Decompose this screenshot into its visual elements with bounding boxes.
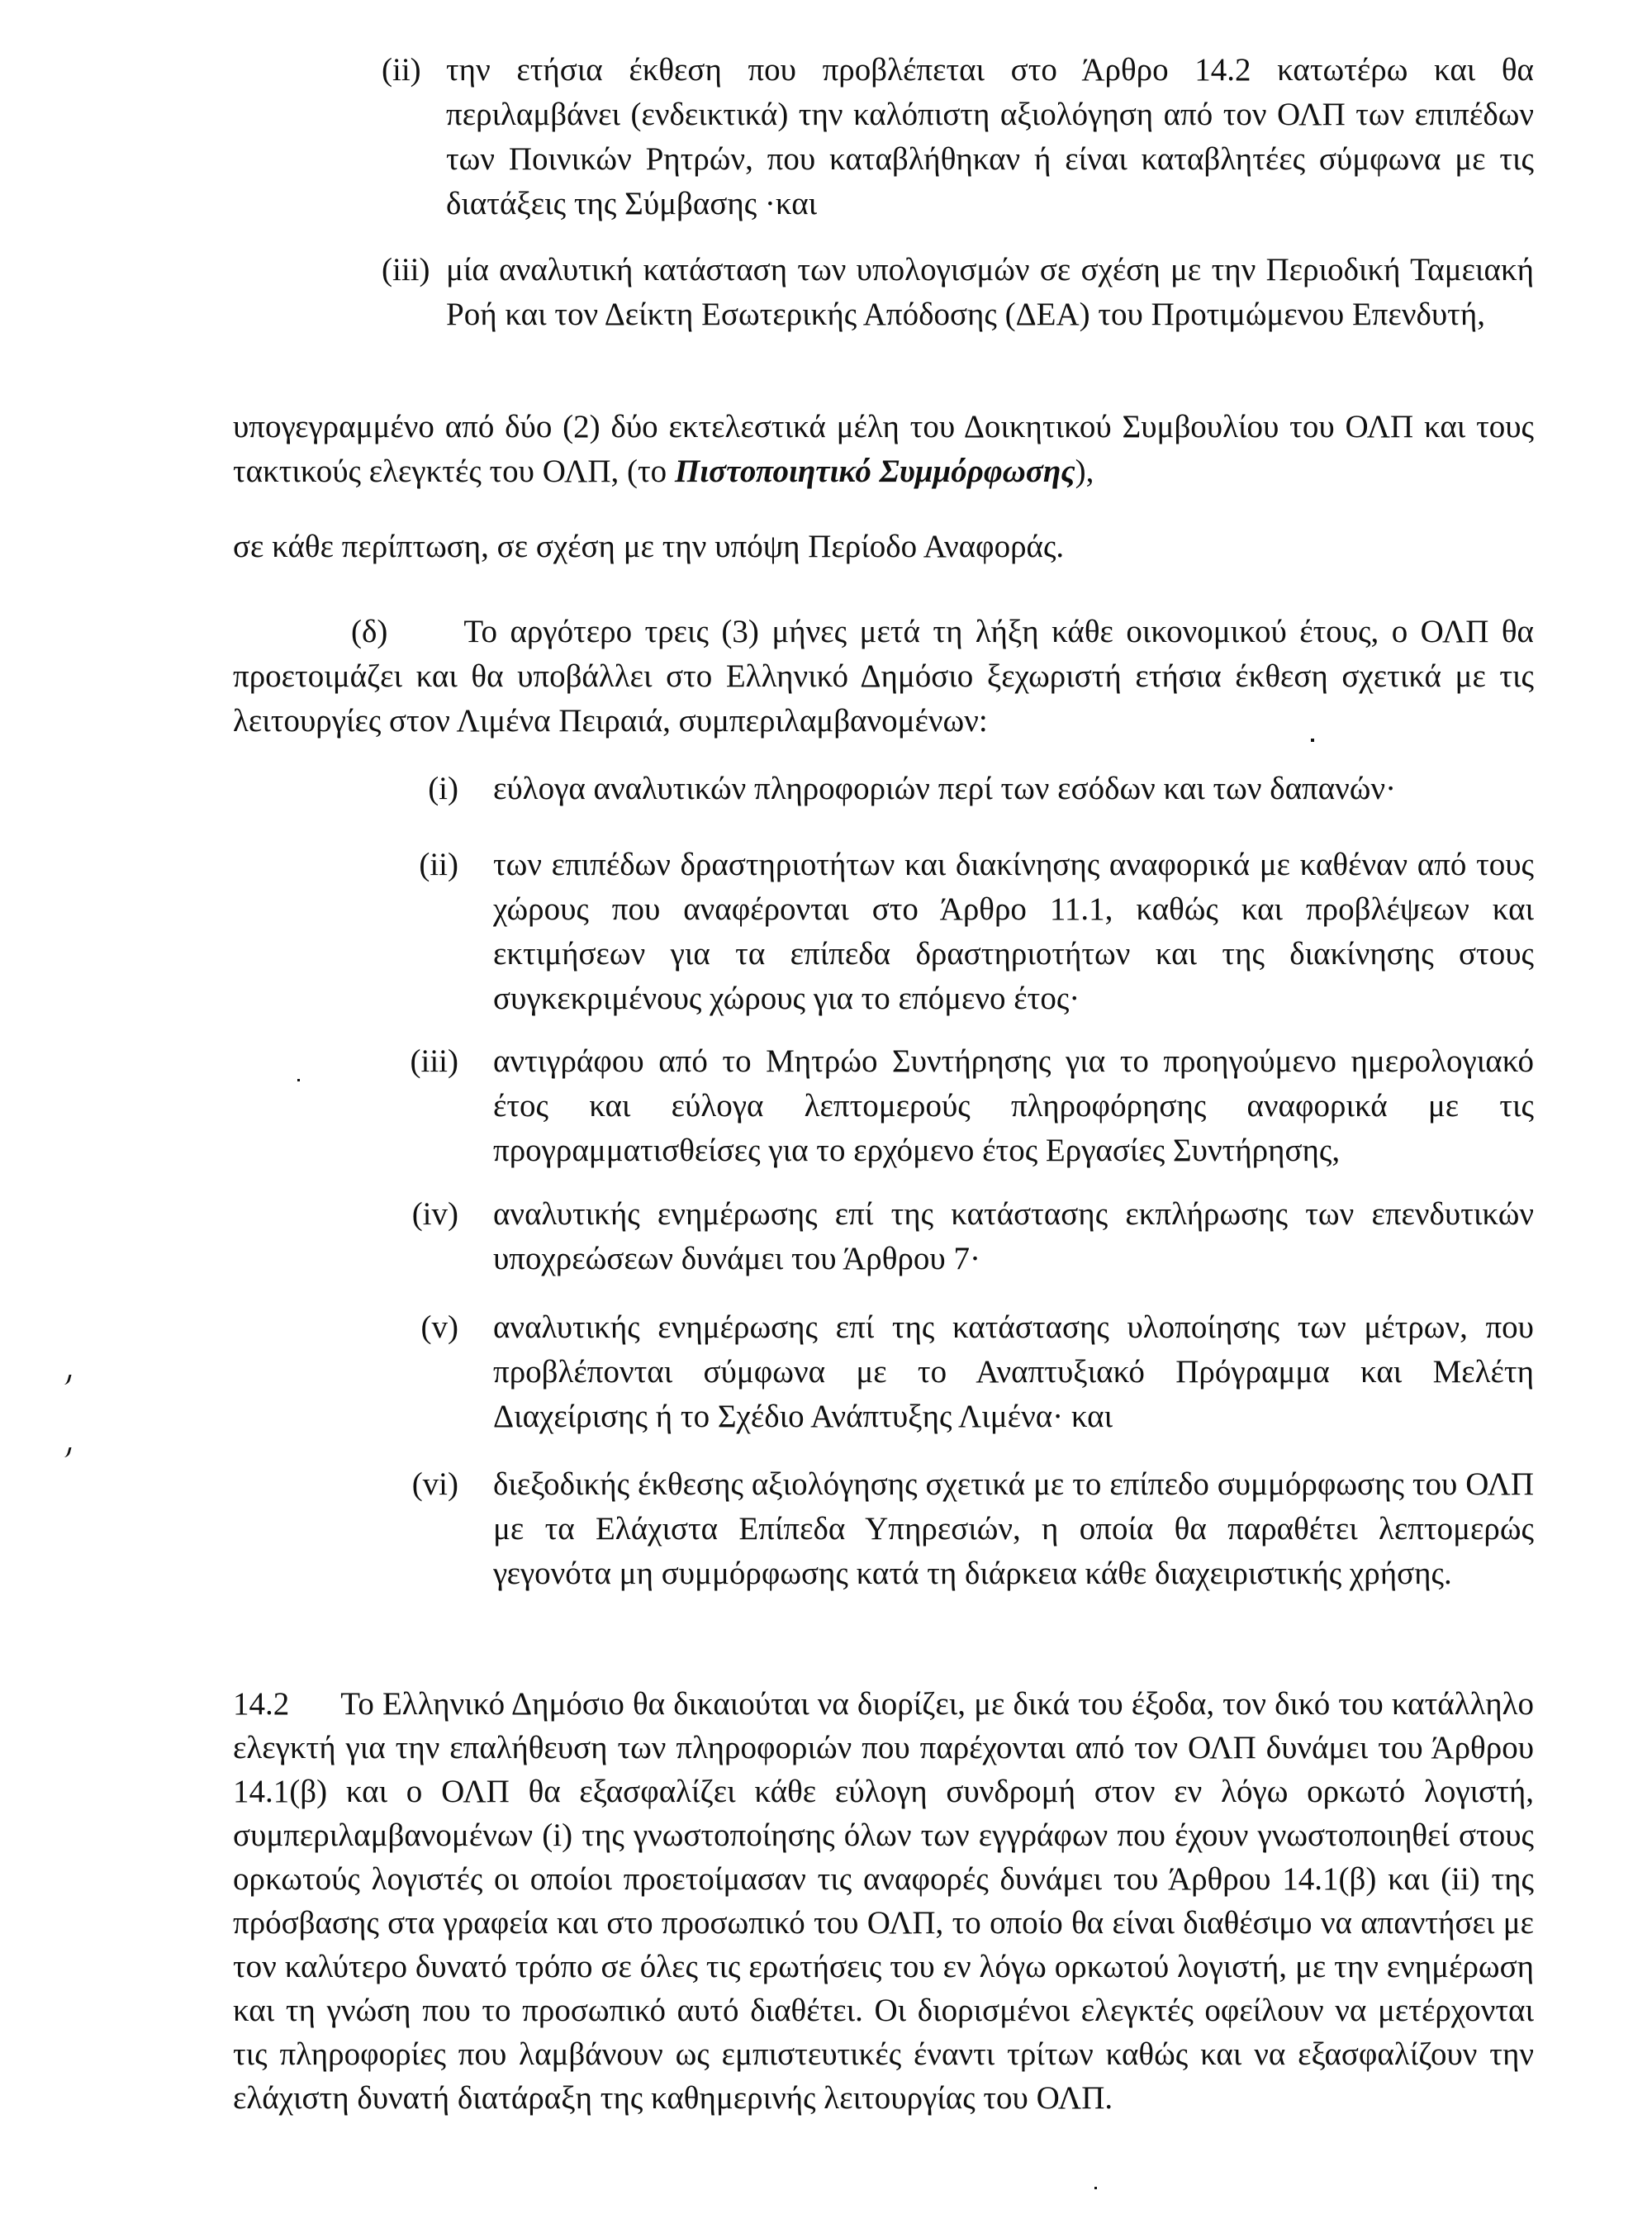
- scan-mark: [61, 1447, 71, 1457]
- signed-paragraph: [233, 405, 1534, 494]
- list-item-label: (iii): [410, 1043, 458, 1079]
- list-item-text: των επιπέδων δραστηριοτήτων και διακίνησης αναφορικά με καθέναν από τους χώρους που αναφέρονται στο Άρθρο 11.1, καθώς και προβλέψεων και εκτιμήσεων για τα επίπεδα δραστηριοτήτων και της διακίνησης στους συγκεκριμένους χώρους για το επόμενο έτος·: [493, 847, 1534, 1016]
- section-number: 14.2: [233, 1686, 290, 1722]
- list-item-label: (ii): [419, 847, 458, 882]
- scan-speck: [297, 1079, 300, 1081]
- delta-paragraph: [233, 610, 1534, 744]
- clause-ii-top: [382, 48, 1534, 226]
- signed-paragraph-text: υπογεγραμμένο από δύο (2) δύο εκτελεστικά μέλη του Δοικητικού Συμβουλίου του ΟΛΠ και τους τακτικούς ελεγκτές του ΟΛΠ, (το: [233, 409, 1534, 489]
- list-item: [388, 1192, 1534, 1281]
- list-item-label: (v): [420, 1309, 458, 1345]
- list-item: [388, 767, 1534, 811]
- each-case-paragraph: [233, 525, 1534, 569]
- list-item: [388, 843, 1534, 1021]
- delta-text: Το αργότερο τρεις (3) μήνες μετά τη λήξη κάθε οικονομικού έτους, ο ΟΛΠ θα προετοιμάζει και θα υποβάλλει στο Ελληνικό Δημόσιο ξεχωριστή ετήσια έκθεση σχετικά με τις λειτουργίες στον Λιμένα Πειραιά, συμπεριλαμβανομένων:: [233, 614, 1534, 739]
- list-item-text: εύλογα αναλυτικών πληροφοριών περί των εσόδων και των δαπανών·: [493, 771, 1397, 806]
- clause-text: την ετήσια έκθεση που προβλέπεται στο Άρθρο 14.2 κατωτέρω και θα περιλαμβάνει (ενδεικτικά) την καλόπιστη αξιολόγηση από τον ΟΛΠ των επιπέδων των Ποινικών Ρητρών, που καταβλήθηκαν ή είναι καταβλητέες σύμφωνα με τις διατάξεις της Σύμβασης ·και: [446, 52, 1534, 221]
- clause-text: μία αναλυτική κατάσταση των υπολογισμών σε σχέση με την Περιοδική Ταμειακή Ροή και τον Δείκτη Εσωτερικής Απόδοσης (ΔΕΑ) του Προτιμώμενου Επενδυτή,: [446, 252, 1534, 332]
- list-item-label: (i): [428, 771, 458, 806]
- list-item-text: αναλυτικής ενημέρωσης επί της κατάστασης εκπλήρωσης των επενδυτικών υποχρεώσεων δυνάμει του Άρθρου 7·: [493, 1196, 1534, 1276]
- list-item-label: (vi): [411, 1466, 458, 1502]
- defined-term: Πιστοποιητικό Συμμόρφωσης: [674, 454, 1075, 489]
- section-text: Το Ελληνικό Δημόσιο θα δικαιούται να διορίζει, με δικά του έξοδα, τον δικό του κατάλληλο ελεγκτή για την επαλήθευση των πληροφοριών που παρέχονται από τον ΟΛΠ δυνάμει του Άρθρου 14.1(β) και ο ΟΛΠ θα εξασφαλίζει κάθε εύλογη συνδρομή στον εν λόγω ορκωτό λογιστή, συμπεριλαμβανομένων (i) της γνωστοποίησης όλων των εγγράφων που έχουν γνωστοποιηθεί στους ορκωτούς λογιστές οι οποίοι προετοίμασαν τις αναφορές δυνάμει του Άρθρου 14.1(β) και (ii) της πρόσβασης στα γραφεία και στο προσωπικό του ΟΛΠ, το οποίο θα είναι διαθέσιμο να απαντήσει με τον καλύτερο δυνατό τρόπο σε όλες τις ερωτήσεις του εν λόγω ορκωτού λογιστή, με την ενημέρωση και τη γνώση που το προσωπικό αυτό διαθέτει. Οι διορισμένοι ελεγκτές οφείλουν να μετέρχονται τις πληροφορίες που λαμβάνουν ως εμπιστευτικές έναντι τρίτων καθώς και να εξασφαλίζουν την ελάχιστη δυνατή διατάραξη της καθημερινής λειτουργίας του ΟΛΠ.: [233, 1686, 1534, 2116]
- list-item: [388, 1462, 1534, 1596]
- each-case-text: σε κάθε περίπτωση, σε σχέση με την υπόψη Περίοδο Αναφοράς.: [233, 529, 1065, 564]
- clause-label: (iii): [382, 252, 430, 287]
- clause-label: (ii): [382, 52, 421, 88]
- list-item-text: διεξοδικής έκθεσης αξιολόγησης σχετικά με το επίπεδο συμμόρφωσης του ΟΛΠ με τα Ελάχιστα Επίπεδα Υπηρεσιών, η οποία θα παραθέτει λεπτομερώς γεγονότα μη συμμόρφωσης κατά τη διάρκεια κάθε διαχειριστικής χρήσης.: [493, 1466, 1534, 1591]
- delta-label: (δ): [351, 614, 388, 649]
- scan-speck: [1094, 2187, 1097, 2189]
- scan-speck: [1311, 739, 1314, 742]
- list-item-label: (iv): [411, 1196, 458, 1232]
- list-item-text: αναλυτικής ενημέρωσης επί της κατάστασης υλοποίησης των μέτρων, που προβλέπονται σύμφωνα με το Αναπτυξιακό Πρόγραμμα και Μελέτη Διαχείρισης ή το Σχέδιο Ανάπτυξης Λιμένα· και: [493, 1309, 1534, 1434]
- section-14-2: [233, 1682, 1534, 2120]
- list-item-text: αντιγράφου από το Μητρώο Συντήρησης για το προηγούμενο ημερολογιακό έτος και εύλογα λεπτομερούς πληροφόρησης αναφορικά με τις προγραμματισθείσες για το ερχόμενο έτος Εργασίες Συντήρησης,: [493, 1043, 1534, 1168]
- clause-iii-top: [382, 248, 1534, 337]
- list-item: [388, 1039, 1534, 1173]
- scan-mark: [61, 1375, 71, 1385]
- list-item: [388, 1305, 1534, 1439]
- signed-paragraph-tail: ),: [1075, 454, 1094, 489]
